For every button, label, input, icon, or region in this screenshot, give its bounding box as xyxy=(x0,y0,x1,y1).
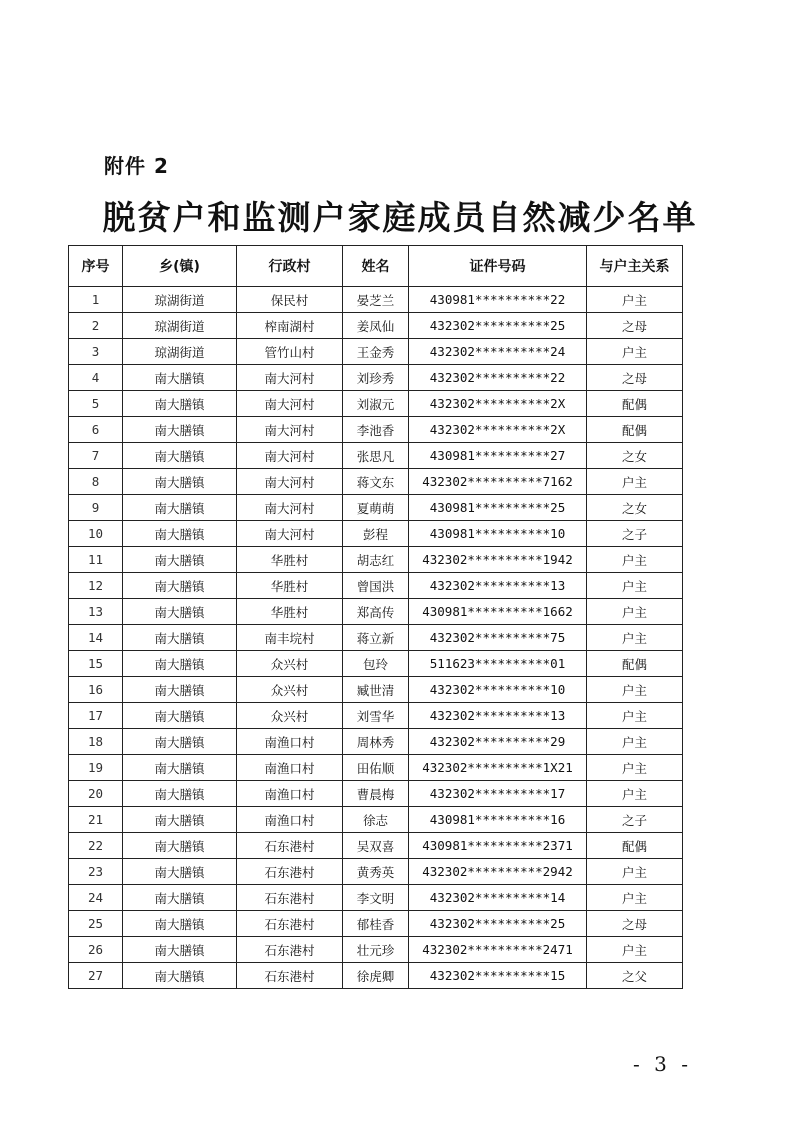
cell-village: 南渔口村 xyxy=(237,729,343,755)
cell-village: 华胜村 xyxy=(237,547,343,573)
table-row xyxy=(69,443,683,469)
col-header-id-number: 证件号码 xyxy=(409,246,587,287)
cell-village: 众兴村 xyxy=(237,651,343,677)
cell-index: 7 xyxy=(69,443,123,469)
table-row xyxy=(69,521,683,547)
table-row xyxy=(69,963,683,989)
cell-village: 南大河村 xyxy=(237,469,343,495)
cell-id-number: 430981**********10 xyxy=(409,521,587,547)
col-header-name: 姓名 xyxy=(343,246,409,287)
cell-village: 石东港村 xyxy=(237,911,343,937)
cell-township: 南大膳镇 xyxy=(123,755,237,781)
cell-township: 南大膳镇 xyxy=(123,365,237,391)
cell-index: 20 xyxy=(69,781,123,807)
cell-name: 刘淑元 xyxy=(343,391,409,417)
cell-index: 12 xyxy=(69,573,123,599)
cell-township: 南大膳镇 xyxy=(123,729,237,755)
cell-village: 南大河村 xyxy=(237,443,343,469)
cell-id-number: 432302**********7162 xyxy=(409,469,587,495)
cell-index: 26 xyxy=(69,937,123,963)
page-number: - 3 - xyxy=(633,1052,692,1076)
cell-township: 琼湖街道 xyxy=(123,339,237,365)
col-header-relationship: 与户主关系 xyxy=(587,246,683,287)
table-row xyxy=(69,859,683,885)
col-header-village: 行政村 xyxy=(237,246,343,287)
member-reduction-table xyxy=(68,245,683,989)
cell-id-number: 432302**********25 xyxy=(409,911,587,937)
cell-village: 华胜村 xyxy=(237,573,343,599)
cell-relationship: 户主 xyxy=(587,885,683,911)
cell-relationship: 户主 xyxy=(587,729,683,755)
header-row xyxy=(69,246,683,287)
cell-township: 南大膳镇 xyxy=(123,651,237,677)
cell-index: 24 xyxy=(69,885,123,911)
cell-relationship: 户主 xyxy=(587,755,683,781)
cell-name: 夏萌萌 xyxy=(343,495,409,521)
cell-relationship: 配偶 xyxy=(587,651,683,677)
cell-township: 南大膳镇 xyxy=(123,937,237,963)
cell-township: 南大膳镇 xyxy=(123,599,237,625)
cell-index: 27 xyxy=(69,963,123,989)
cell-township: 南大膳镇 xyxy=(123,469,237,495)
cell-relationship: 户主 xyxy=(587,937,683,963)
cell-index: 1 xyxy=(69,287,123,313)
cell-index: 23 xyxy=(69,859,123,885)
cell-township: 南大膳镇 xyxy=(123,963,237,989)
cell-township: 南大膳镇 xyxy=(123,703,237,729)
table-row xyxy=(69,365,683,391)
cell-index: 3 xyxy=(69,339,123,365)
cell-id-number: 432302**********13 xyxy=(409,573,587,599)
cell-township: 南大膳镇 xyxy=(123,807,237,833)
cell-relationship: 户主 xyxy=(587,677,683,703)
cell-relationship: 之父 xyxy=(587,963,683,989)
cell-township: 南大膳镇 xyxy=(123,495,237,521)
cell-name: 徐志 xyxy=(343,807,409,833)
table-row xyxy=(69,937,683,963)
cell-village: 石东港村 xyxy=(237,859,343,885)
cell-id-number: 432302**********15 xyxy=(409,963,587,989)
cell-township: 南大膳镇 xyxy=(123,859,237,885)
cell-village: 石东港村 xyxy=(237,963,343,989)
cell-id-number: 432302**********1942 xyxy=(409,547,587,573)
cell-village: 石东港村 xyxy=(237,885,343,911)
cell-township: 南大膳镇 xyxy=(123,833,237,859)
cell-village: 南大河村 xyxy=(237,417,343,443)
cell-relationship: 户主 xyxy=(587,599,683,625)
cell-id-number: 432302**********2942 xyxy=(409,859,587,885)
table-row xyxy=(69,495,683,521)
cell-id-number: 430981**********2371 xyxy=(409,833,587,859)
table-row xyxy=(69,833,683,859)
cell-relationship: 之母 xyxy=(587,313,683,339)
cell-relationship: 户主 xyxy=(587,287,683,313)
cell-township: 琼湖街道 xyxy=(123,313,237,339)
cell-index: 18 xyxy=(69,729,123,755)
cell-village: 众兴村 xyxy=(237,677,343,703)
col-header-index: 序号 xyxy=(69,246,123,287)
cell-index: 21 xyxy=(69,807,123,833)
cell-village: 众兴村 xyxy=(237,703,343,729)
table-row xyxy=(69,391,683,417)
table-row xyxy=(69,651,683,677)
cell-name: 彭程 xyxy=(343,521,409,547)
cell-township: 南大膳镇 xyxy=(123,417,237,443)
cell-relationship: 户主 xyxy=(587,469,683,495)
table-row xyxy=(69,755,683,781)
table-header xyxy=(69,246,683,287)
cell-id-number: 432302**********17 xyxy=(409,781,587,807)
cell-index: 15 xyxy=(69,651,123,677)
table-row xyxy=(69,313,683,339)
cell-township: 南大膳镇 xyxy=(123,443,237,469)
cell-index: 22 xyxy=(69,833,123,859)
cell-id-number: 432302**********14 xyxy=(409,885,587,911)
cell-village: 华胜村 xyxy=(237,599,343,625)
table-body xyxy=(69,287,683,989)
cell-township: 南大膳镇 xyxy=(123,391,237,417)
cell-index: 25 xyxy=(69,911,123,937)
cell-village: 南大河村 xyxy=(237,495,343,521)
cell-township: 南大膳镇 xyxy=(123,521,237,547)
cell-id-number: 432302**********2X xyxy=(409,417,587,443)
cell-village: 石东港村 xyxy=(237,937,343,963)
cell-id-number: 430981**********16 xyxy=(409,807,587,833)
cell-village: 南渔口村 xyxy=(237,781,343,807)
cell-township: 南大膳镇 xyxy=(123,677,237,703)
cell-index: 6 xyxy=(69,417,123,443)
table-row xyxy=(69,703,683,729)
cell-village: 南大河村 xyxy=(237,391,343,417)
cell-id-number: 511623**********01 xyxy=(409,651,587,677)
cell-relationship: 之子 xyxy=(587,807,683,833)
cell-id-number: 432302**********13 xyxy=(409,703,587,729)
cell-name: 黄秀英 xyxy=(343,859,409,885)
cell-id-number: 432302**********25 xyxy=(409,313,587,339)
cell-village: 榨南湖村 xyxy=(237,313,343,339)
cell-name: 王金秀 xyxy=(343,339,409,365)
cell-id-number: 432302**********75 xyxy=(409,625,587,651)
cell-id-number: 432302**********24 xyxy=(409,339,587,365)
table-row xyxy=(69,729,683,755)
cell-name: 姜凤仙 xyxy=(343,313,409,339)
cell-name: 田佑顺 xyxy=(343,755,409,781)
cell-name: 蒋文东 xyxy=(343,469,409,495)
cell-index: 16 xyxy=(69,677,123,703)
cell-village: 南大河村 xyxy=(237,521,343,547)
cell-id-number: 432302**********2471 xyxy=(409,937,587,963)
cell-name: 郁桂香 xyxy=(343,911,409,937)
cell-id-number: 432302**********1X21 xyxy=(409,755,587,781)
table-row xyxy=(69,807,683,833)
table-row xyxy=(69,625,683,651)
cell-relationship: 之子 xyxy=(587,521,683,547)
cell-name: 曹晨梅 xyxy=(343,781,409,807)
col-header-township: 乡(镇) xyxy=(123,246,237,287)
cell-name: 吴双喜 xyxy=(343,833,409,859)
cell-index: 2 xyxy=(69,313,123,339)
cell-index: 11 xyxy=(69,547,123,573)
cell-name: 徐虎卿 xyxy=(343,963,409,989)
table-row xyxy=(69,677,683,703)
cell-township: 南大膳镇 xyxy=(123,625,237,651)
cell-relationship: 户主 xyxy=(587,573,683,599)
table-row xyxy=(69,885,683,911)
table-row xyxy=(69,287,683,313)
table-row xyxy=(69,599,683,625)
cell-relationship: 配偶 xyxy=(587,833,683,859)
cell-name: 壮元珍 xyxy=(343,937,409,963)
cell-index: 4 xyxy=(69,365,123,391)
cell-relationship: 户主 xyxy=(587,781,683,807)
cell-village: 南丰垸村 xyxy=(237,625,343,651)
table-row xyxy=(69,781,683,807)
cell-id-number: 432302**********2X xyxy=(409,391,587,417)
table-row xyxy=(69,469,683,495)
cell-village: 南大河村 xyxy=(237,365,343,391)
cell-name: 晏芝兰 xyxy=(343,287,409,313)
cell-name: 刘珍秀 xyxy=(343,365,409,391)
document-title: 脱贫户和监测户家庭成员自然减少名单 xyxy=(102,198,698,237)
cell-index: 9 xyxy=(69,495,123,521)
cell-id-number: 432302**********10 xyxy=(409,677,587,703)
cell-township: 南大膳镇 xyxy=(123,547,237,573)
cell-name: 李文明 xyxy=(343,885,409,911)
cell-name: 李池香 xyxy=(343,417,409,443)
cell-relationship: 户主 xyxy=(587,547,683,573)
cell-id-number: 430981**********1662 xyxy=(409,599,587,625)
cell-relationship: 之女 xyxy=(587,443,683,469)
cell-id-number: 430981**********22 xyxy=(409,287,587,313)
cell-village: 南渔口村 xyxy=(237,755,343,781)
cell-relationship: 之女 xyxy=(587,495,683,521)
cell-village: 管竹山村 xyxy=(237,339,343,365)
table-row xyxy=(69,911,683,937)
cell-name: 胡志红 xyxy=(343,547,409,573)
cell-township: 南大膳镇 xyxy=(123,885,237,911)
cell-name: 曾国洪 xyxy=(343,573,409,599)
cell-name: 臧世清 xyxy=(343,677,409,703)
cell-township: 琼湖街道 xyxy=(123,287,237,313)
cell-index: 17 xyxy=(69,703,123,729)
cell-name: 包玲 xyxy=(343,651,409,677)
cell-township: 南大膳镇 xyxy=(123,573,237,599)
table-row xyxy=(69,547,683,573)
cell-index: 10 xyxy=(69,521,123,547)
cell-index: 8 xyxy=(69,469,123,495)
cell-name: 蒋立新 xyxy=(343,625,409,651)
cell-village: 石东港村 xyxy=(237,833,343,859)
cell-relationship: 户主 xyxy=(587,859,683,885)
cell-name: 郑高传 xyxy=(343,599,409,625)
cell-relationship: 户主 xyxy=(587,625,683,651)
cell-name: 刘雪华 xyxy=(343,703,409,729)
table-row xyxy=(69,417,683,443)
cell-id-number: 432302**********22 xyxy=(409,365,587,391)
cell-relationship: 户主 xyxy=(587,339,683,365)
cell-index: 5 xyxy=(69,391,123,417)
cell-relationship: 之母 xyxy=(587,365,683,391)
cell-id-number: 430981**********27 xyxy=(409,443,587,469)
cell-village: 南渔口村 xyxy=(237,807,343,833)
table-row xyxy=(69,573,683,599)
cell-index: 13 xyxy=(69,599,123,625)
cell-index: 14 xyxy=(69,625,123,651)
cell-township: 南大膳镇 xyxy=(123,781,237,807)
cell-village: 保民村 xyxy=(237,287,343,313)
cell-name: 张思凡 xyxy=(343,443,409,469)
cell-index: 19 xyxy=(69,755,123,781)
cell-township: 南大膳镇 xyxy=(123,911,237,937)
cell-id-number: 432302**********29 xyxy=(409,729,587,755)
table-row xyxy=(69,339,683,365)
cell-name: 周林秀 xyxy=(343,729,409,755)
cell-relationship: 之母 xyxy=(587,911,683,937)
cell-relationship: 户主 xyxy=(587,703,683,729)
cell-relationship: 配偶 xyxy=(587,391,683,417)
attachment-label: 附件 2 xyxy=(104,154,169,178)
cell-relationship: 配偶 xyxy=(587,417,683,443)
cell-id-number: 430981**********25 xyxy=(409,495,587,521)
